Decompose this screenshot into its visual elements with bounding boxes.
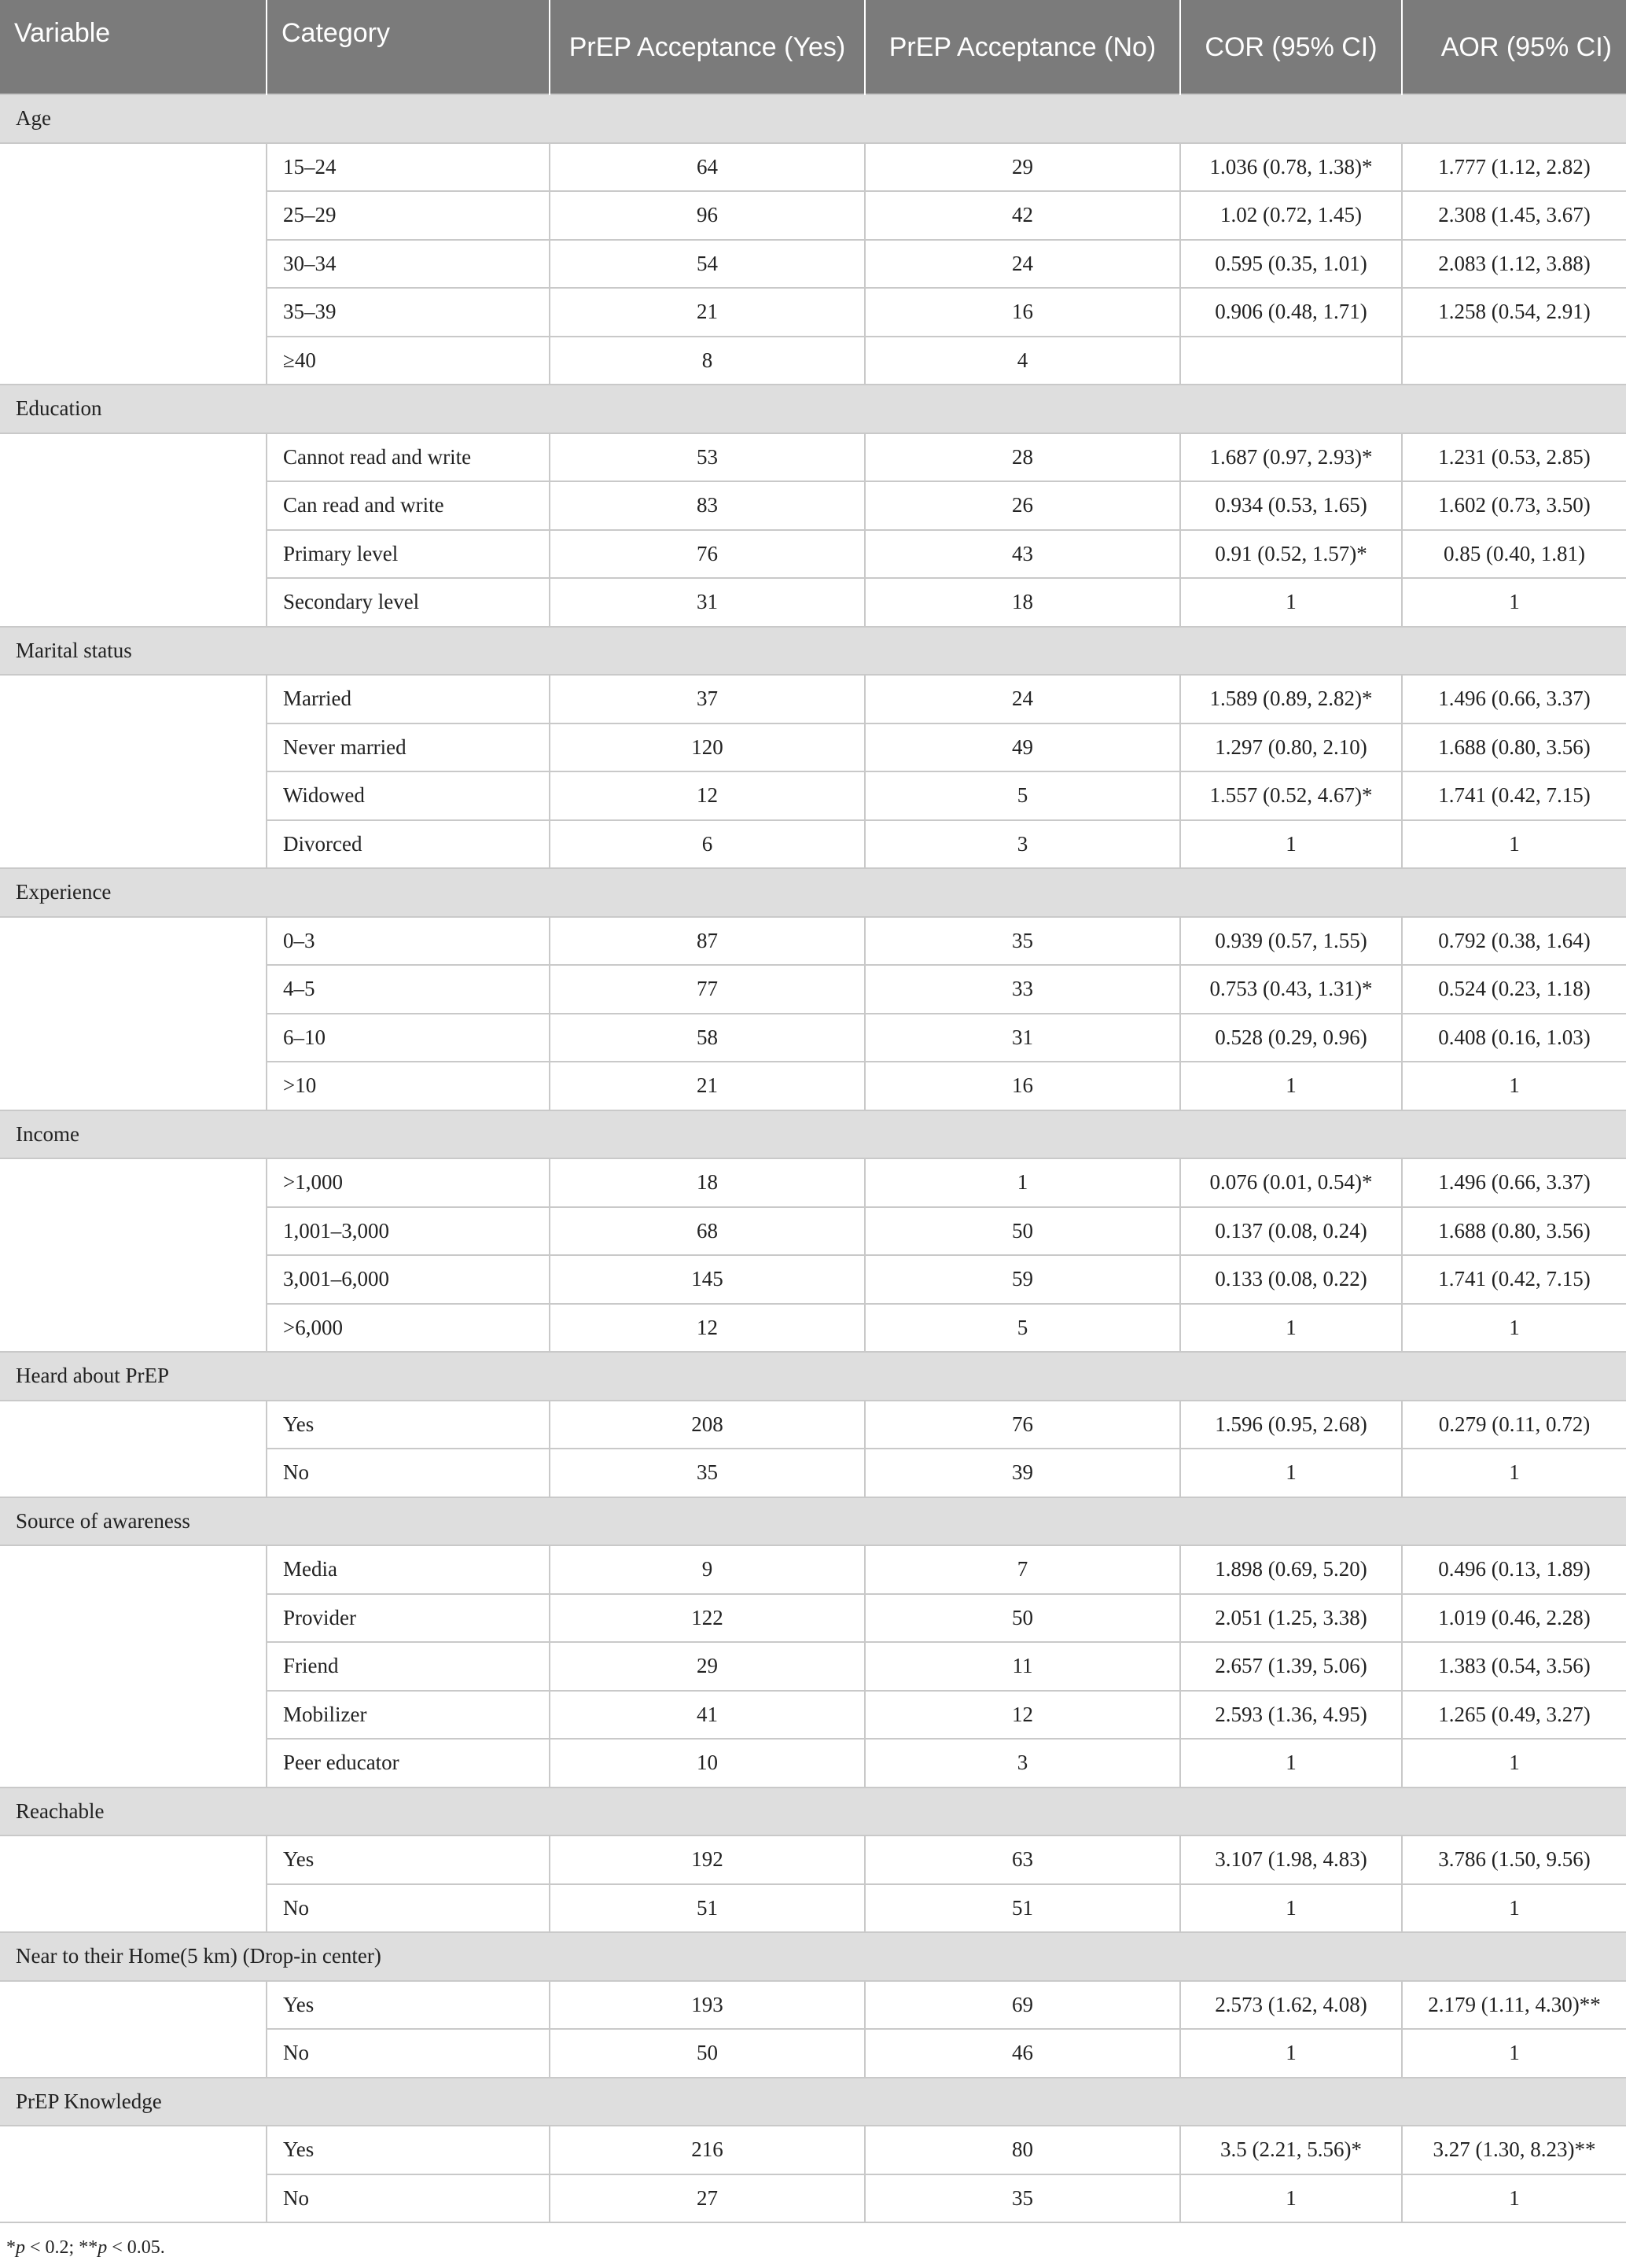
cor-cell: 2.051 (1.25, 3.38) [1180,1594,1402,1643]
footnote [6,2237,1626,2259]
category-cell: Secondary level [267,578,550,627]
aor-cell [1402,337,1626,385]
category-cell: No [267,1884,550,1933]
category-cell: No [267,1449,550,1497]
header-row [0,0,1626,94]
aor-cell: 1.688 (0.80, 3.56) [1402,723,1626,772]
group-label: Experience [0,868,1626,917]
table-row [0,675,1626,723]
category-cell: Divorced [267,820,550,869]
aor-cell: 1.231 (0.53, 2.85) [1402,433,1626,482]
table-row [0,1158,1626,1207]
acceptance-yes-cell: 9 [550,1545,865,1594]
table-row [0,1835,1626,1884]
acceptance-no-cell: 1 [865,1158,1180,1207]
aor-cell: 3.786 (1.50, 9.56) [1402,1835,1626,1884]
cor-cell: 1 [1180,1062,1402,1110]
category-cell: Can read and write [267,481,550,530]
variable-spacer-cell [0,1545,267,1788]
acceptance-no-cell: 76 [865,1401,1180,1449]
cor-cell: 1.557 (0.52, 4.67)* [1180,771,1402,820]
acceptance-no-cell: 29 [865,143,1180,192]
acceptance-no-cell: 11 [865,1642,1180,1691]
cor-cell: 0.137 (0.08, 0.24) [1180,1207,1402,1256]
acceptance-yes-cell: 6 [550,820,865,869]
category-cell: 4–5 [267,965,550,1014]
acceptance-yes-cell: 51 [550,1884,865,1933]
aor-cell: 1.265 (0.49, 3.27) [1402,1691,1626,1740]
cor-cell: 1 [1180,1304,1402,1353]
acceptance-no-cell: 42 [865,191,1180,240]
acceptance-yes-cell: 27 [550,2174,865,2223]
table-row [0,143,1626,192]
cor-cell: 2.593 (1.36, 4.95) [1180,1691,1402,1740]
table-row [0,1981,1626,2030]
aor-cell: 1 [1402,1884,1626,1933]
variable-spacer-cell [0,1981,267,2078]
group-label: Marital status [0,627,1626,676]
category-cell: 3,001–6,000 [267,1255,550,1304]
footnote-text1: < 0.2; ** [25,2237,98,2258]
acceptance-no-cell: 3 [865,820,1180,869]
cor-cell: 1 [1180,820,1402,869]
acceptance-no-cell: 12 [865,1691,1180,1740]
aor-cell: 3.27 (1.30, 8.23)** [1402,2126,1626,2174]
acceptance-yes-cell: 192 [550,1835,865,1884]
acceptance-yes-cell: 120 [550,723,865,772]
category-cell: 1,001–3,000 [267,1207,550,1256]
acceptance-yes-cell: 50 [550,2029,865,2078]
acceptance-yes-cell: 18 [550,1158,865,1207]
acceptance-yes-cell: 64 [550,143,865,192]
acceptance-no-cell: 16 [865,1062,1180,1110]
cor-cell: 1 [1180,1884,1402,1933]
acceptance-no-cell: 33 [865,965,1180,1014]
footnote-star: * [6,2237,16,2258]
table-row [0,2126,1626,2174]
group-header-row [0,1497,1626,1546]
aor-cell: 1.777 (1.12, 2.82) [1402,143,1626,192]
group-header-row [0,385,1626,433]
acceptance-no-cell: 31 [865,1014,1180,1062]
cor-cell: 1.02 (0.72, 1.45) [1180,191,1402,240]
category-cell: 30–34 [267,240,550,289]
group-header-row [0,1788,1626,1836]
cor-cell: 0.595 (0.35, 1.01) [1180,240,1402,289]
aor-cell: 1.741 (0.42, 7.15) [1402,1255,1626,1304]
acceptance-no-cell: 26 [865,481,1180,530]
aor-cell: 2.083 (1.12, 3.88) [1402,240,1626,289]
aor-cell: 1 [1402,1449,1626,1497]
aor-cell: 1.741 (0.42, 7.15) [1402,771,1626,820]
acceptance-yes-cell: 83 [550,481,865,530]
group-header-row [0,2078,1626,2126]
acceptance-no-cell: 4 [865,337,1180,385]
cor-cell: 0.076 (0.01, 0.54)* [1180,1158,1402,1207]
acceptance-yes-cell: 122 [550,1594,865,1643]
category-cell: Never married [267,723,550,772]
category-cell: Mobilizer [267,1691,550,1740]
acceptance-yes-cell: 12 [550,771,865,820]
group-label: Age [0,94,1626,143]
cor-cell: 2.657 (1.39, 5.06) [1180,1642,1402,1691]
category-cell: Yes [267,1835,550,1884]
table-body [0,94,1626,2222]
acceptance-no-cell: 80 [865,2126,1180,2174]
header-category: Category [267,0,550,94]
cor-cell: 1.589 (0.89, 2.82)* [1180,675,1402,723]
acceptance-no-cell: 69 [865,1981,1180,2030]
aor-cell: 1 [1402,1062,1626,1110]
acceptance-no-cell: 46 [865,2029,1180,2078]
header-aor: AOR (95% CI) [1402,0,1626,94]
acceptance-yes-cell: 76 [550,530,865,579]
category-cell: >10 [267,1062,550,1110]
variable-spacer-cell [0,433,267,627]
acceptance-yes-cell: 29 [550,1642,865,1691]
cor-cell: 1 [1180,2174,1402,2223]
acceptance-yes-cell: 77 [550,965,865,1014]
group-label: Heard about PrEP [0,1352,1626,1401]
footnote-text2: < 0.05. [107,2237,165,2258]
aor-cell: 1.019 (0.46, 2.28) [1402,1594,1626,1643]
header-prep-no: PrEP Acceptance (No) [865,0,1180,94]
acceptance-yes-cell: 12 [550,1304,865,1353]
table-row [0,433,1626,482]
aor-cell: 0.279 (0.11, 0.72) [1402,1401,1626,1449]
group-label: PrEP Knowledge [0,2078,1626,2126]
cor-cell: 1.297 (0.80, 2.10) [1180,723,1402,772]
aor-cell: 0.85 (0.40, 1.81) [1402,530,1626,579]
cor-cell: 1.898 (0.69, 5.20) [1180,1545,1402,1594]
variable-spacer-cell [0,1835,267,1932]
aor-cell: 2.179 (1.11, 4.30)** [1402,1981,1626,2030]
category-cell: 15–24 [267,143,550,192]
category-cell: Yes [267,2126,550,2174]
aor-cell: 0.408 (0.16, 1.03) [1402,1014,1626,1062]
aor-cell: 1.688 (0.80, 3.56) [1402,1207,1626,1256]
acceptance-no-cell: 5 [865,1304,1180,1353]
acceptance-yes-cell: 68 [550,1207,865,1256]
acceptance-no-cell: 63 [865,1835,1180,1884]
acceptance-no-cell: 28 [865,433,1180,482]
aor-cell: 1.383 (0.54, 3.56) [1402,1642,1626,1691]
acceptance-no-cell: 7 [865,1545,1180,1594]
category-cell: ≥40 [267,337,550,385]
cor-cell: 1 [1180,578,1402,627]
header-cor: COR (95% CI) [1180,0,1402,94]
cor-cell: 1 [1180,2029,1402,2078]
category-cell: 0–3 [267,917,550,966]
acceptance-no-cell: 24 [865,675,1180,723]
acceptance-no-cell: 16 [865,288,1180,337]
aor-cell: 1 [1402,2174,1626,2223]
category-cell: Provider [267,1594,550,1643]
acceptance-yes-cell: 58 [550,1014,865,1062]
aor-cell: 1 [1402,2029,1626,2078]
category-cell: 35–39 [267,288,550,337]
acceptance-yes-cell: 8 [550,337,865,385]
cor-cell: 0.934 (0.53, 1.65) [1180,481,1402,530]
aor-cell: 1.602 (0.73, 3.50) [1402,481,1626,530]
aor-cell: 1 [1402,1739,1626,1788]
acceptance-yes-cell: 10 [550,1739,865,1788]
cor-cell: 1 [1180,1739,1402,1788]
variable-spacer-cell [0,1401,267,1497]
cor-cell: 1.687 (0.97, 2.93)* [1180,433,1402,482]
cor-cell: 2.573 (1.62, 4.08) [1180,1981,1402,2030]
group-header-row [0,1110,1626,1159]
acceptance-yes-cell: 145 [550,1255,865,1304]
category-cell: Media [267,1545,550,1594]
aor-cell: 0.496 (0.13, 1.89) [1402,1545,1626,1594]
cor-cell [1180,337,1402,385]
group-header-row [0,868,1626,917]
category-cell: Primary level [267,530,550,579]
cor-cell: 1 [1180,1449,1402,1497]
acceptance-no-cell: 5 [865,771,1180,820]
category-cell: >1,000 [267,1158,550,1207]
aor-cell: 1.258 (0.54, 2.91) [1402,288,1626,337]
aor-cell: 1 [1402,578,1626,627]
acceptance-yes-cell: 216 [550,2126,865,2174]
variable-spacer-cell [0,2126,267,2222]
header-prep-yes: PrEP Acceptance (Yes) [550,0,865,94]
category-cell: 6–10 [267,1014,550,1062]
acceptance-no-cell: 35 [865,2174,1180,2223]
group-header-row [0,94,1626,143]
group-label: Near to their Home(5 km) (Drop-in center) [0,1932,1626,1981]
acceptance-no-cell: 43 [865,530,1180,579]
aor-cell: 1.496 (0.66, 3.37) [1402,675,1626,723]
aor-cell: 1 [1402,820,1626,869]
acceptance-yes-cell: 31 [550,578,865,627]
category-cell: Friend [267,1642,550,1691]
group-label: Source of awareness [0,1497,1626,1546]
table-row [0,1401,1626,1449]
acceptance-no-cell: 18 [865,578,1180,627]
acceptance-yes-cell: 208 [550,1401,865,1449]
variable-spacer-cell [0,1158,267,1352]
acceptance-no-cell: 49 [865,723,1180,772]
footnote-p2: p [97,2237,108,2258]
acceptance-no-cell: 24 [865,240,1180,289]
cor-cell: 0.939 (0.57, 1.55) [1180,917,1402,966]
category-cell: No [267,2174,550,2223]
category-cell: Yes [267,1981,550,2030]
category-cell: 25–29 [267,191,550,240]
acceptance-no-cell: 59 [865,1255,1180,1304]
acceptance-no-cell: 3 [865,1739,1180,1788]
header-variable: Variable [0,0,267,94]
acceptance-yes-cell: 193 [550,1981,865,2030]
footnote-p1: p [16,2237,25,2258]
acceptance-yes-cell: 21 [550,1062,865,1110]
variable-spacer-cell [0,917,267,1110]
acceptance-yes-cell: 35 [550,1449,865,1497]
acceptance-no-cell: 51 [865,1884,1180,1933]
aor-cell: 1 [1402,1304,1626,1353]
acceptance-yes-cell: 41 [550,1691,865,1740]
category-cell: Yes [267,1401,550,1449]
aor-cell: 2.308 (1.45, 3.67) [1402,191,1626,240]
cor-cell: 3.107 (1.98, 4.83) [1180,1835,1402,1884]
acceptance-no-cell: 50 [865,1207,1180,1256]
acceptance-yes-cell: 87 [550,917,865,966]
acceptance-yes-cell: 54 [550,240,865,289]
cor-cell: 0.528 (0.29, 0.96) [1180,1014,1402,1062]
cor-cell: 0.753 (0.43, 1.31)* [1180,965,1402,1014]
group-header-row [0,1352,1626,1401]
category-cell: Widowed [267,771,550,820]
cor-cell: 3.5 (2.21, 5.56)* [1180,2126,1402,2174]
category-cell: Married [267,675,550,723]
acceptance-no-cell: 50 [865,1594,1180,1643]
cor-cell: 1.596 (0.95, 2.68) [1180,1401,1402,1449]
aor-cell: 1.496 (0.66, 3.37) [1402,1158,1626,1207]
table-row [0,917,1626,966]
acceptance-no-cell: 35 [865,917,1180,966]
acceptance-yes-cell: 21 [550,288,865,337]
acceptance-yes-cell: 53 [550,433,865,482]
category-cell: Peer educator [267,1739,550,1788]
group-header-row [0,627,1626,676]
group-label: Reachable [0,1788,1626,1836]
aor-cell: 0.524 (0.23, 1.18) [1402,965,1626,1014]
acceptance-yes-cell: 37 [550,675,865,723]
group-label: Education [0,385,1626,433]
acceptance-yes-cell: 96 [550,191,865,240]
cor-cell: 0.906 (0.48, 1.71) [1180,288,1402,337]
category-cell: Cannot read and write [267,433,550,482]
cor-cell: 0.91 (0.52, 1.57)* [1180,530,1402,579]
group-header-row [0,1932,1626,1981]
category-cell: No [267,2029,550,2078]
variable-spacer-cell [0,675,267,868]
aor-cell: 0.792 (0.38, 1.64) [1402,917,1626,966]
acceptance-no-cell: 39 [865,1449,1180,1497]
table-row [0,1545,1626,1594]
variable-spacer-cell [0,143,267,385]
category-cell: >6,000 [267,1304,550,1353]
cor-cell: 1.036 (0.78, 1.38)* [1180,143,1402,192]
group-label: Income [0,1110,1626,1159]
cor-cell: 0.133 (0.08, 0.22) [1180,1255,1402,1304]
